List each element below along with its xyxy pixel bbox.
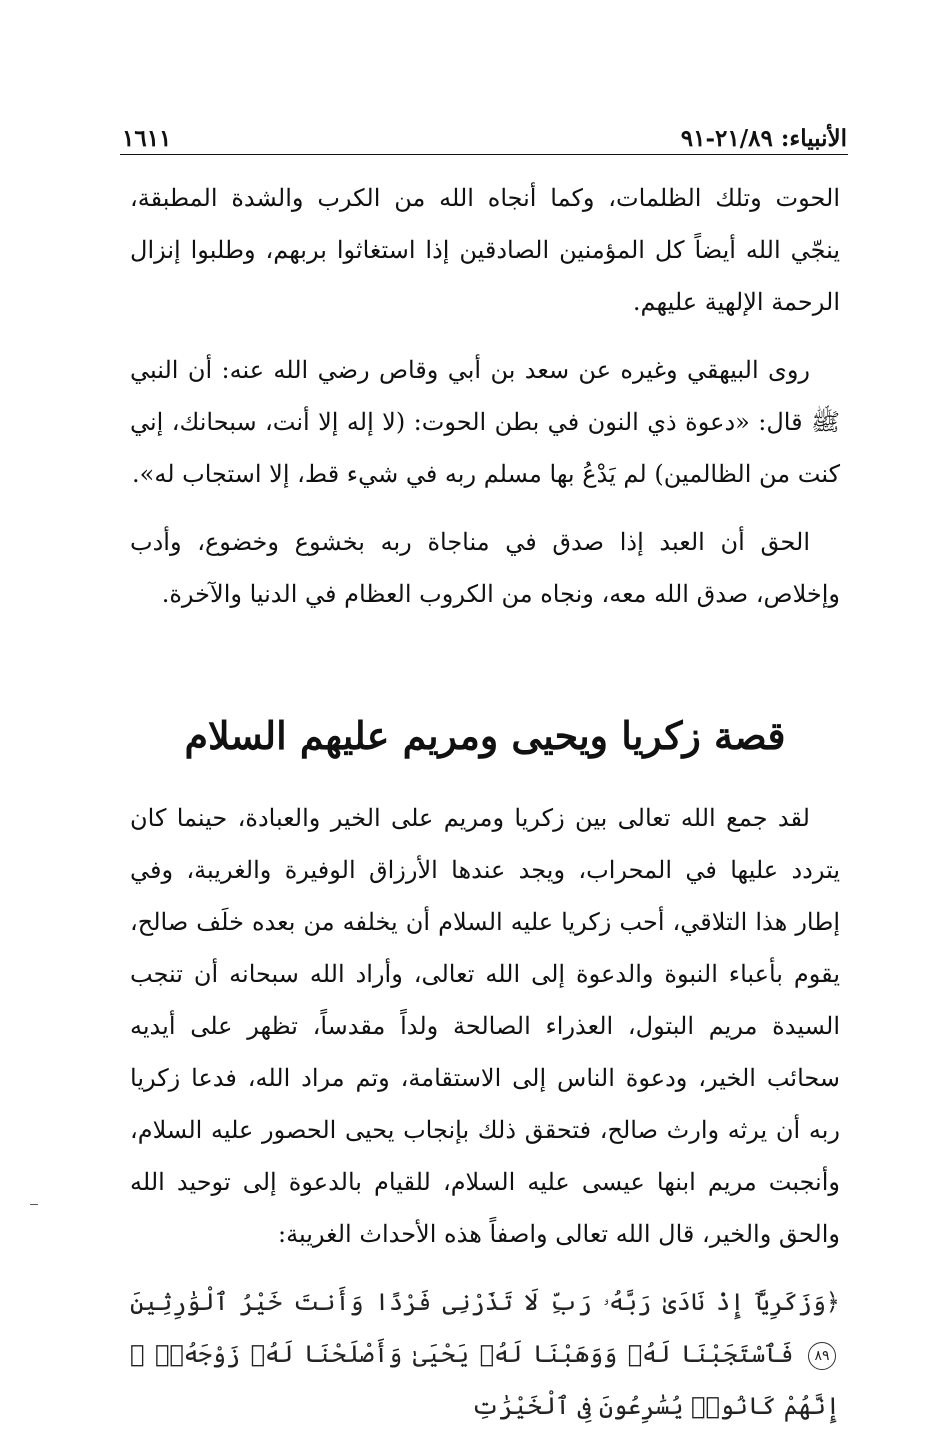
header-divider bbox=[120, 154, 848, 155]
quran-verse bbox=[130, 1276, 840, 1432]
paragraph-hadith: روى البيهقي وغيره عن سعد بن أبي وقاص رضي الله عنه: أن النبي ﷺ قال: «دعوة ذي النون في بطن الحوت: (لا إله إلا أنت، سبحانك، إني كنت من الظالمين) لم يَدْعُ بها مسلم ربه في شيء قط، إلا استجاب له». bbox=[130, 356, 840, 488]
verse-text-part2: فَٱسْتَجَبْنَا لَهُۥ وَوَهَبْنَا لَهُۥ يَحْيَىٰ وَأَصْلَحْنَا لَهُۥ زَوْجَهُۥٓ ۚ إِنَّهُمْ كَانُوا۟ يُسَٰرِعُونَ فِى ٱلْخَيْرَٰتِ bbox=[130, 1340, 840, 1420]
page-number: ١٦١١ bbox=[122, 125, 172, 152]
verse-text-part1: ﴿وَزَكَرِيَّآ إِذْ نَادَىٰ رَبَّهُۥ رَبِّ لَا تَذَرْنِى فَرْدًا وَأَنتَ خَيْرُ ٱلْوَٰرِثِينَ bbox=[130, 1288, 840, 1316]
paragraph-intro-continued: الحوت وتلك الظلمات، وكما أنجاه الله من الكرب والشدة المطبقة، ينجّي الله أيضاً كل المؤمنين الصادقين إذا استغاثوا بربهم، وطلبوا إنزال الرحمة الإلهية عليهم. bbox=[130, 184, 840, 316]
paragraph-conclusion: الحق أن العبد إذا صدق في مناجاة ربه بخشوع وخضوع، وأدب وإخلاص، صدق الله معه، ونجاه من الكروب العظام في الدنيا والآخرة. bbox=[130, 528, 840, 608]
section-title: قصة زكريا ويحيى ومريم عليهم السلام bbox=[184, 713, 786, 758]
running-title: الأنبياء: ٢١/٨٩-٩١ bbox=[680, 125, 847, 152]
page-body bbox=[130, 172, 840, 1432]
section-paragraph: لقد جمع الله تعالى بين زكريا ومريم على الخير والعبادة، حينما كان يتردد عليها في المحراب، ويجد عندها الأرزاق الوفيرة والغريبة، وفي إطار هذا التلاقي، أحب زكريا عليه السلام أن يخلفه من بعده خلَف صالح، يقوم بأعباء النبوة والدعوة إلى الله تعالى، وأراد الله سبحانه أن تنجب السيدة مريم البتول، العذراء الصالحة ولداً مقدساً، تظهر على أيديه سحائب الخير، ودعوة الناس إلى الاستقامة، وتم مراد الله، فدعا زكريا ربه أن يرثه وارث صالح، فتحقق ذلك بإنجاب يحيى الحصور عليه السلام، وأنجبت مريم ابنها عيسى عليه السلام، للقيام بالدعوة إلى توحيد الله والحق والخير، قال الله تعالى واصفاً هذه الأحداث الغريبة: bbox=[130, 804, 840, 1248]
page-header bbox=[122, 112, 847, 152]
margin-mark bbox=[30, 1204, 38, 1205]
verse-number-marker: ٨٩ bbox=[808, 1342, 836, 1370]
